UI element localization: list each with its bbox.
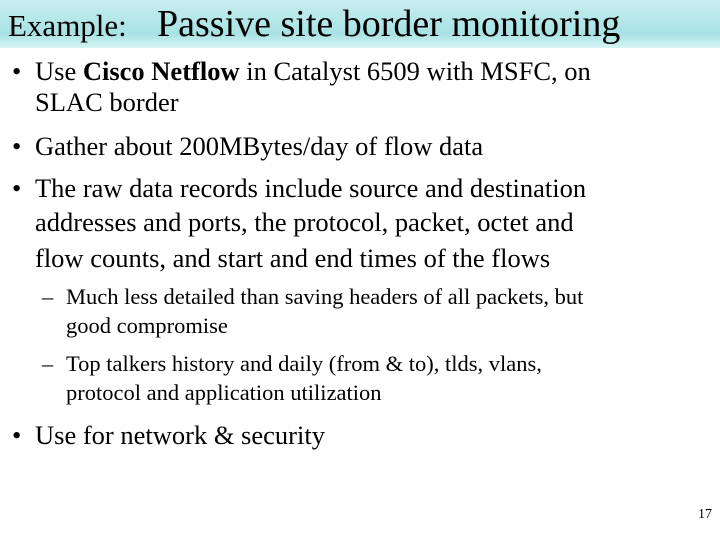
bullet-marker: • [12,173,22,203]
bullet-marker: • [12,131,22,161]
slide-title: Passive site border monitoring [157,3,621,45]
subbullet-marker: – [42,351,54,376]
subbullet-2-cont: protocol and application utilization [66,380,382,405]
title-prefix: Example: [8,8,127,43]
text: Use [35,56,83,86]
bullet-marker: • [12,420,22,450]
bullet-1 [35,56,591,86]
bullet-2: Gather about 200MBytes/day of flow data [35,131,484,161]
bullet-1-cont: SLAC border [35,87,179,117]
text: in Catalyst 6509 with MSFC, on [239,56,591,86]
subbullet-1-cont: good compromise [66,313,228,338]
bullet-3-cont: addresses and ports, the protocol, packet, octet and [35,207,574,237]
bullet-3-cont: flow counts, and start and end times of the flows [35,243,551,273]
bullet-marker: • [12,56,22,86]
bullet-3: The raw data records include source and destination [35,173,587,203]
subbullet-2: Top talkers history and daily (from & to), tlds, vlans, [66,351,542,376]
page-number: 17 [698,507,712,522]
subbullet-marker: – [42,284,54,309]
title-bar [0,0,720,48]
bullet-4: Use for network & security [35,420,325,450]
subbullet-1: Much less detailed than saving headers of all packets, but [66,284,584,309]
bold-text: Cisco Netflow [82,56,240,86]
